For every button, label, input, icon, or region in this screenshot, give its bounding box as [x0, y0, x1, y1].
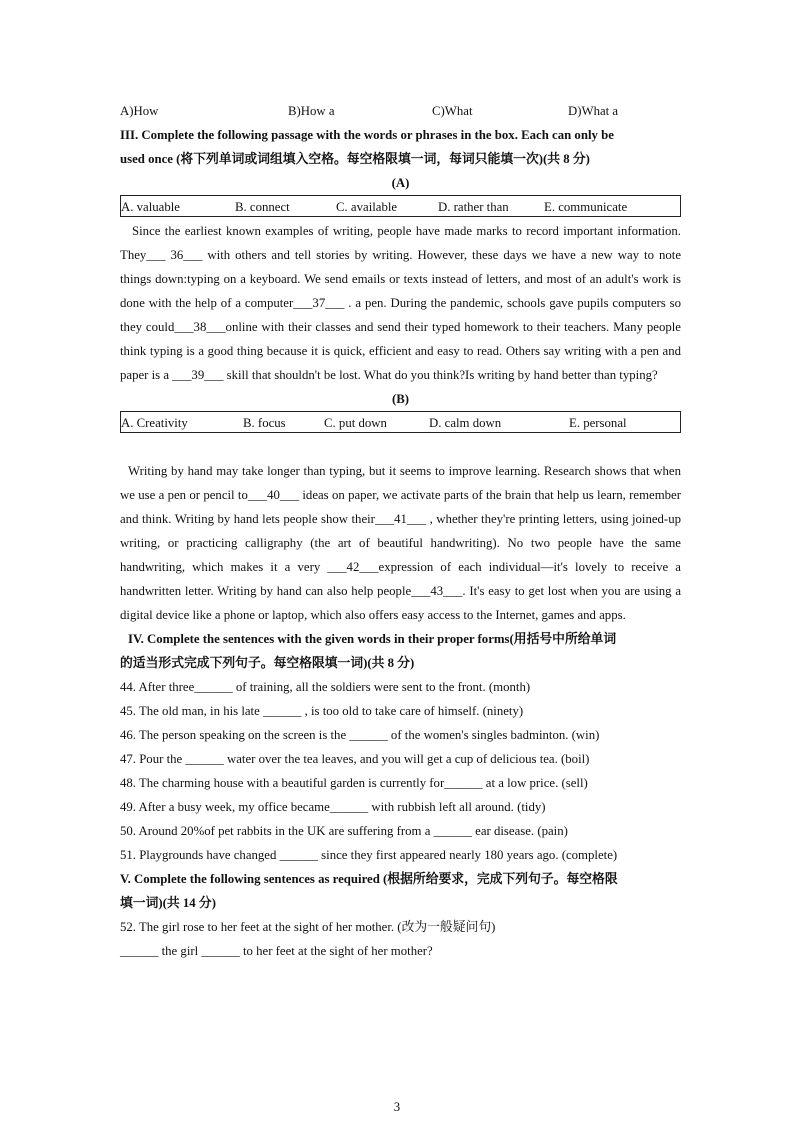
option-d: D)What a	[568, 104, 619, 118]
passage-b: Writing by hand may take longer than typing, but it seems to improve learning. Research shows that when we use a pen or pencil to___40___ ideas on paper, we activate parts of the brain that help us learn, remember and think. Writing by hand lets people show their___41___ , whether they're printing letters, using joined-up writing, or practicing calligraphy (the art of beautiful handwriting). No two people have the same handwriting, which makes it a very ___42___expression of each individual—it's lovely to receive a handwritten letter. Writing by hand can also help people___43___. It's easy to get lost when you are using a digital device like a phone or laptop, which also offers easy access to the Internet, games and apps.	[120, 464, 681, 622]
question-49: 49. After a busy week, my office became______ with rubbish left all around. (tidy)	[120, 800, 546, 814]
section3-heading-line2: used once (将下列单词或词组填入空格。每空格限填一词，每词只能填一次)(共 8 分)	[120, 152, 590, 166]
box-b-item-3: C. put down	[324, 416, 387, 430]
section4-heading-line2: 的适当形式完成下列句子。每空格限填一词)(共 8 分)	[120, 656, 415, 670]
worksheet-page	[120, 99, 681, 963]
box-b-item-4: D. calm down	[429, 416, 502, 430]
page-number: 3	[393, 1100, 401, 1114]
box-a-item-3: C. available	[336, 200, 398, 214]
passage-a: Since the earliest known examples of writing, people have made marks to record important information. They___ 36___ with others and tell stories by writing. However, these days we have a new way to note things down:typing on a keyboard. We send emails or texts instead of letters, and most of an adult's work is done with the help of a computer___37___ . a pen. During the pandemic, schools gave pupils computers so they could___38___online with their classes and send their typed homework to their teachers. Many people think typing is a good thing because it is quick, efficient and easy to read. Others say writing with a pen and paper is a ___39___ skill that shouldn't be lost. What do you think?Is writing by hand better than typing?	[120, 224, 681, 382]
word-box-b	[120, 411, 681, 433]
box-a-item-1: A. valuable	[121, 200, 180, 214]
question-48: 48. The charming house with a beautiful garden is currently for______ at a low price. (sell)	[120, 776, 588, 790]
question-45: 45. The old man, in his late ______ , is too old to take care of himself. (ninety)	[120, 704, 524, 718]
part-b-label: (B)	[391, 392, 410, 406]
question-46: 46. The person speaking on the screen is the ______ of the women's singles badminton. (win)	[120, 728, 600, 742]
option-b: B)How a	[288, 104, 335, 118]
question-51: 51. Playgrounds have changed ______ since they first appeared nearly 180 years ago. (complete)	[120, 848, 618, 862]
previous-question-options	[120, 99, 681, 123]
part-a-label: (A)	[391, 176, 410, 190]
section5-heading-line1: V. Complete the following sentences as required (根据所给要求，完成下列句子。每空格限	[120, 872, 618, 886]
question-47: 47. Pour the ______ water over the tea leaves, and you will get a cup of delicious tea. (boil)	[120, 752, 590, 766]
option-c: C)What	[432, 104, 473, 118]
section5-heading-line2: 填一词)(共 14 分)	[120, 896, 216, 910]
question-50: 50. Around 20%of pet rabbits in the UK are suffering from a ______ ear disease. (pain)	[120, 824, 568, 838]
box-b-item-1: A. Creativity	[121, 416, 188, 430]
option-a: A)How	[120, 104, 159, 118]
box-b-item-2: B. focus	[243, 416, 286, 430]
box-b-item-5: E. personal	[569, 416, 627, 430]
section3-heading-line1: III. Complete the following passage with the words or phrases in the box. Each can only be	[120, 128, 614, 142]
question-52: 52. The girl rose to her feet at the sight of her mother. (改为一般疑问句)	[120, 920, 496, 934]
question-52-answer-line: ______ the girl ______ to her feet at the sight of her mother?	[120, 944, 433, 958]
word-box-a	[120, 195, 681, 217]
box-a-item-5: E. communicate	[544, 200, 628, 214]
question-44: 44. After three______ of training, all the soldiers were sent to the front. (month)	[120, 680, 531, 694]
box-a-item-2: B. connect	[235, 200, 290, 214]
section4-heading-line1: IV. Complete the sentences with the given words in their proper forms(用括号中所给单词	[128, 632, 617, 646]
box-a-item-4: D. rather than	[438, 200, 509, 214]
